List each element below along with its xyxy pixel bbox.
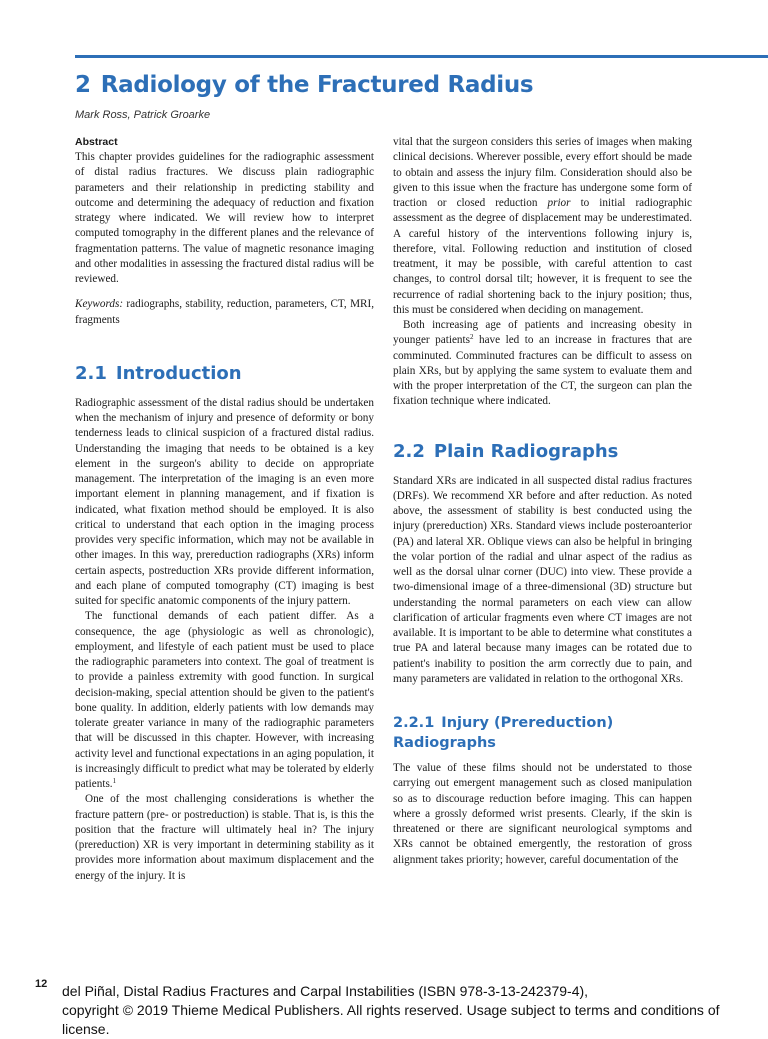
footer-line-1: del Piñal, Distal Radius Fractures and Carpal Instabilities (ISBN 978-3-13-242379-4), [62, 983, 589, 999]
chapter-authors: Mark Ross, Patrick Groarke [75, 109, 211, 121]
intro-paragraph-1: Radiographic assessment of the distal radius should be undertaken when the mechanism of injury and presence of deformity or bony tenderness leads to clinical suspicion of a fractured distal radius. Understanding the imaging that needs to be obtained is a key element in the surgeon's ability to decide on appropriate management. The interpretation of the imaging is an even more important element in planning management, and if fixation is indicated, what fixation method should be employed. It is also critical to understand that each option in the imaging process provides very specific information, which may not be available in other images. In this way, prereduction radiographs (XRs) inform certain aspects, postreduction XRs provide different information, and each plane of computed tomography (CT) imaging is best suited for specific anatomic components of the injury pattern. [75, 396, 374, 607]
chapter-title-text: Radiology of the Fractured Radius [100, 72, 534, 98]
abstract-heading: Abstract [75, 136, 118, 148]
footer-line-2: copyright © 2019 Thieme Medical Publishers. All rights reserved. Usage subject to terms and conditions of license. [62, 1002, 720, 1037]
section-2-2-number: 2.2 [393, 440, 425, 462]
left-column [75, 135, 374, 884]
intro-paragraph-3-continued [393, 135, 692, 318]
intro-p5-part-b: have led to an increase in fractures that are comminuted. Comminuted fractures can be difficult to assess on plain XRs, but by applying the same system to evaluate them and with the proper interpretation of the CT, the surgeon can plan the fixation technique where indicated. [393, 334, 692, 408]
intro-paragraph-4 [393, 318, 692, 410]
keywords-label: Keywords: [75, 298, 124, 311]
section-2-2-1-title-line2: Radiographs [393, 735, 496, 751]
keywords [75, 297, 374, 328]
section-2-2-1-heading [393, 713, 692, 753]
section-2-2-heading [393, 440, 692, 464]
chapter-title [75, 72, 533, 98]
chapter-number: 2 [75, 72, 91, 98]
intro-paragraph-3: One of the most challenging considerations is whether the fracture pattern (pre- or postreduction) is stable. That is, is this the position that the fracture will ultimately heal in? The injury (prereduction) XR is very important in determining stability as it provides more information about maximum displacement and the energy of the injury. It is [75, 793, 374, 882]
intro-p4-emphasis: prior [547, 197, 571, 209]
intro-p4-part-a: vital that the surgeon considers this series of images when making clinical decisions. Wherever possible, every effort should be made to obtain and assess the injury film. Consideration should also be given to this issue when the fracture has undergone some form of traction or closed reduction [393, 136, 692, 209]
injury-radiographs-paragraph: The value of these films should not be understated to those carrying out emergent management such as closed manipulation so as to discourage reduction before imaging. This can happen where a grossly deformed wrist presents. Clearly, if the skin is threatened or there are significant neurological symptoms and XRs cannot be obtained emergently, the restoration of gross alignment takes priority; however, careful documentation of the [393, 762, 692, 866]
abstract-text: This chapter provides guidelines for the radiographic assessment of distal radius fractures. We discuss plain radiographic parameters and their relationship in predicting stability and outcome and determining the adequacy of reduction and fixation strategy where indicated. We will review how to interpret computed tomography in the different planes and the relevance of fragmentation patterns. The value of magnetic resonance imaging and other modalities in assessing the fractured distal radius will be reviewed. [75, 151, 374, 285]
intro-paragraph-2-text: The functional demands of each patient differ. As a consequence, the age (physiologic as well as chronologic), employment, and lifestyle of each patient must be used to place the radiographic parameters into context. The goal of treatment is to provide a painless extremity with good function. In surgical decision-making, special attention should be given to the patient's bone quality. In addition, elderly patients with low demands may tolerate greater variance in many of the radiographic parameters that will be discussed in this chapter. However, with increasing activity level and functional expectations in an aging population, it is increasingly difficult to predict what may be tolerated by elderly patients. [75, 610, 374, 790]
keywords-text: radiographs, stability, reduction, parameters, CT, MRI, fragments [75, 298, 374, 326]
copyright-footer [62, 982, 762, 1039]
section-2-1-title: Introduction [115, 362, 242, 384]
intro-p4-part-b: to initial radiographic assessment as the degree of displacement may be underestimated. A careful history of the interventions following injury is, therefore, vital. Following reduction and institution of closed treatment, it may be possible, with careful attention to cast changes, to control dorsal tilt; however, it is frequent to see the recurrence of radial shortening back to the injury position; thus, this must be considered when deciding on management. [393, 197, 692, 316]
section-2-2-title: Plain Radiographs [433, 440, 619, 462]
reference-marker-2: 2 [469, 333, 474, 342]
page-number: 12 [35, 978, 48, 990]
right-column [393, 135, 692, 868]
reference-marker-1: 1 [112, 777, 117, 785]
section-2-1-heading [75, 362, 374, 386]
section-2-2-1-title-line1: Injury (Prereduction) [441, 715, 614, 731]
top-rule [75, 55, 768, 58]
intro-p5-part-a: Both increasing age of patients and increasing obesity in younger patients [393, 319, 692, 347]
section-2-2-1-number: 2.2.1 [393, 715, 435, 731]
plain-radiographs-paragraph: Standard XRs are indicated in all suspected distal radius fractures (DRFs). We recommend XR before and after reduction. As noted above, the assessment of stability is best conducted using the injury (prereduction) XRs. Standard views include posteroanterior (PA) and lateral XR. Oblique views can also be helpful in bringing the volar portion of the radial and ulnar aspect of the radius as well as the dorsal ulnar corner (DUC) into view. These provide a two-dimensional image of a three-dimensional (3D) structure but understanding the normal parameters on each view can allow clarification of articular fragments even where CT images are not available. It is important to be able to determine what constitutes a true PA and lateral because many images can be rotated due to patient's inability to position the arm correctly due to pain, and many parameters are validated in relation to the orthogonal XRs. [393, 474, 692, 685]
intro-paragraph-2 [75, 609, 374, 792]
section-2-1-number: 2.1 [75, 362, 107, 384]
